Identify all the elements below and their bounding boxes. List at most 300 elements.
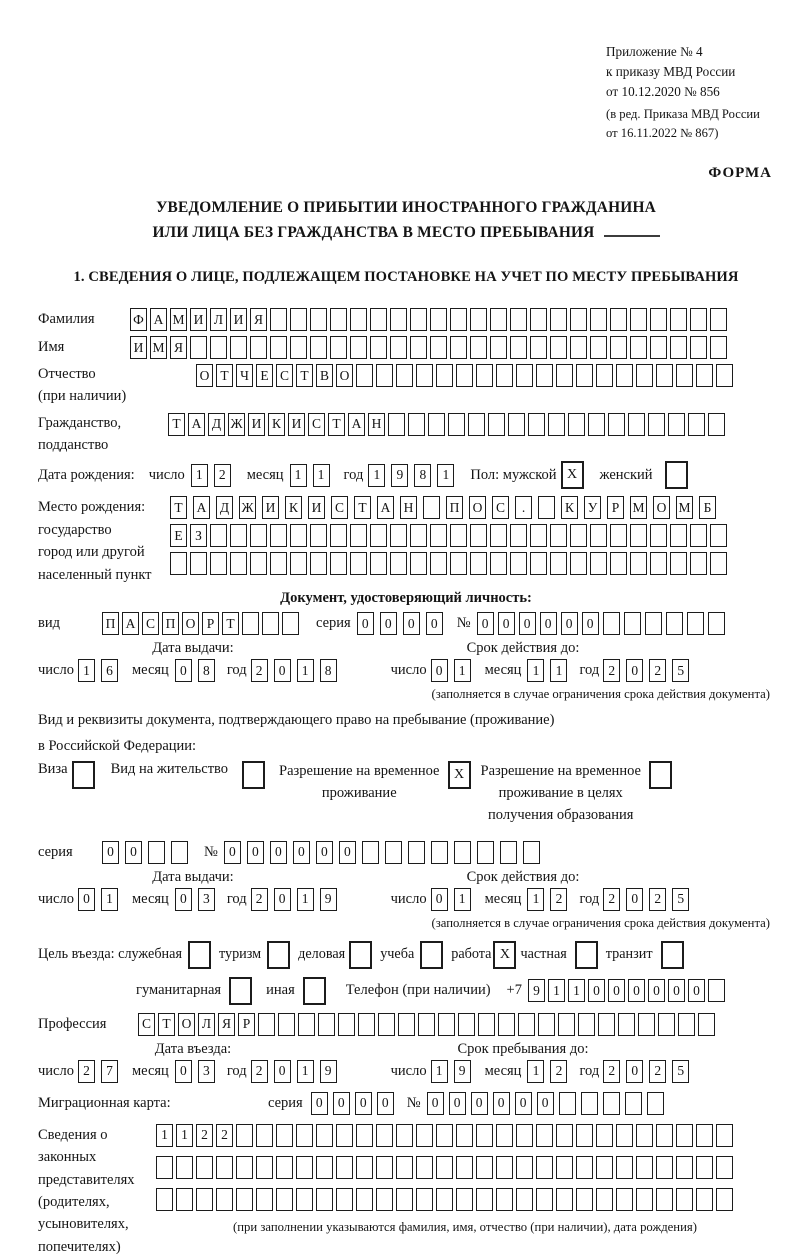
char-box: 1 (527, 659, 544, 682)
char-box (670, 552, 687, 575)
char-box (581, 1092, 598, 1115)
char-box: 0 (355, 1092, 372, 1115)
char-box (476, 364, 493, 387)
char-box: К (561, 496, 578, 519)
char-box: 0 (316, 841, 333, 864)
char-box (176, 1156, 193, 1179)
char-box (356, 1124, 373, 1147)
char-box: 1 (548, 979, 565, 1002)
char-box (330, 308, 347, 331)
char-box (696, 364, 713, 387)
char-box (576, 1124, 593, 1147)
char-box (556, 1188, 573, 1211)
char-box (423, 496, 440, 519)
label-line: проживание (321, 785, 397, 802)
char-box (430, 308, 447, 331)
char-box (156, 1156, 173, 1179)
day-label: число (390, 890, 427, 907)
purpose-official-checkbox (188, 941, 211, 969)
purpose-humanitarian-label: гуманитарная (136, 982, 222, 999)
appendix-amendment-line: (в ред. Приказа МВД России (606, 107, 760, 122)
char-box: Т (328, 413, 345, 436)
char-box (616, 1188, 633, 1211)
char-box (236, 1156, 253, 1179)
char-box (610, 524, 627, 547)
stay-month-boxes (527, 1060, 573, 1083)
appendix-note-line: от 10.12.2020 № 856 (606, 83, 720, 99)
char-box (568, 413, 585, 436)
year-label: год (226, 662, 247, 679)
char-box: С (492, 496, 509, 519)
char-box (336, 1156, 353, 1179)
char-box (290, 524, 307, 547)
day-label: число (38, 662, 74, 679)
char-box (298, 1013, 315, 1036)
char-box: М (676, 496, 693, 519)
char-box: 2 (251, 888, 268, 911)
char-box (530, 336, 547, 359)
char-box (370, 308, 387, 331)
char-box (596, 1188, 613, 1211)
char-box (270, 336, 287, 359)
char-box: 1 (527, 888, 544, 911)
char-box: 1 (297, 1060, 314, 1083)
char-box (496, 1188, 513, 1211)
char-box: 0 (477, 612, 494, 635)
char-box (510, 524, 527, 547)
char-box: П (102, 612, 119, 635)
char-box: П (162, 612, 179, 635)
doc-issue-month-boxes (175, 659, 221, 682)
char-box: Т (296, 364, 313, 387)
char-box (196, 1156, 213, 1179)
char-box (250, 552, 267, 575)
appendix-note-line: Приложение № 4 (606, 44, 703, 59)
purpose-study-checkbox (420, 941, 443, 969)
char-box: 0 (648, 979, 665, 1002)
entry-dates-row (38, 1060, 774, 1083)
char-box: А (150, 308, 167, 331)
label-line: Место рождения: (38, 499, 146, 516)
migration-card-label: Миграционная карта: (38, 1094, 171, 1111)
char-box (708, 612, 725, 635)
firstname-label: Имя (38, 339, 65, 356)
char-box: Т (170, 496, 187, 519)
char-box: 1 (431, 1060, 448, 1083)
char-box (645, 612, 662, 635)
char-box (276, 1124, 293, 1147)
year-label: год (226, 1062, 247, 1079)
residence-series-boxes (102, 841, 194, 864)
char-box: 0 (102, 841, 119, 864)
char-box: Л (198, 1013, 215, 1036)
purpose-study-label: учеба (380, 946, 415, 963)
char-box: 0 (431, 888, 448, 911)
char-box (696, 1124, 713, 1147)
char-box (630, 308, 647, 331)
residence-issue-day-boxes (78, 888, 124, 911)
char-box (456, 1156, 473, 1179)
label-line: город или другой (38, 544, 145, 561)
char-box: И (288, 413, 305, 436)
char-box: Д (208, 413, 225, 436)
firstname-boxes (130, 336, 730, 359)
char-box (498, 1013, 515, 1036)
char-box (647, 1092, 664, 1115)
char-box (516, 364, 533, 387)
birthplace-row3-boxes (170, 552, 774, 575)
char-box (658, 1013, 675, 1036)
stay-day-boxes (431, 1060, 477, 1083)
char-box (548, 413, 565, 436)
char-box: Н (400, 496, 417, 519)
year-label: год (226, 890, 247, 907)
entry-day-boxes (78, 1060, 124, 1083)
char-box: 1 (78, 659, 95, 682)
char-box (296, 1188, 313, 1211)
label-line: получения образования (488, 806, 634, 823)
patronymic-boxes (196, 364, 736, 387)
char-box (236, 1124, 253, 1147)
char-box (438, 1013, 455, 1036)
char-box: 0 (377, 1092, 394, 1115)
char-box (650, 336, 667, 359)
purpose-tourism-checkbox (267, 941, 290, 969)
month-label: месяц (484, 1062, 522, 1079)
char-box (410, 524, 427, 547)
form-fields (38, 308, 774, 1258)
char-box (230, 552, 247, 575)
gender-female-checkbox (665, 461, 688, 489)
char-box: И (248, 413, 265, 436)
char-box: 0 (561, 612, 578, 635)
birthdate-row (38, 461, 774, 489)
char-box: 0 (175, 888, 192, 911)
char-box (636, 1188, 653, 1211)
char-box (496, 1124, 513, 1147)
label-line: усыновителях, (38, 1216, 129, 1233)
purpose-transit-label: транзит (605, 946, 653, 963)
birthplace-row1-boxes (170, 496, 774, 519)
char-box (708, 979, 725, 1002)
char-box (468, 413, 485, 436)
char-box: 5 (672, 1060, 689, 1083)
char-box: 2 (649, 1060, 666, 1083)
char-box (356, 1156, 373, 1179)
char-box (388, 413, 405, 436)
char-box: Т (168, 413, 185, 436)
char-box: 2 (216, 1124, 233, 1147)
char-box: 1 (191, 464, 208, 487)
char-box (330, 524, 347, 547)
char-box (616, 364, 633, 387)
char-box (250, 524, 267, 547)
char-box (470, 552, 487, 575)
char-box (516, 1124, 533, 1147)
char-box: 0 (628, 979, 645, 1002)
char-box (676, 1156, 693, 1179)
char-box (396, 1188, 413, 1211)
char-box (376, 364, 393, 387)
char-box (558, 1013, 575, 1036)
char-box (456, 364, 473, 387)
purpose-private-checkbox (575, 941, 598, 969)
series-label: серия (38, 843, 73, 860)
char-box: 2 (603, 659, 620, 682)
char-box (318, 1013, 335, 1036)
year-label: год (579, 890, 600, 907)
char-box (636, 1124, 653, 1147)
char-box (258, 1013, 275, 1036)
char-box: 0 (471, 1092, 488, 1115)
char-box: А (348, 413, 365, 436)
char-box (408, 413, 425, 436)
char-box (716, 1124, 733, 1147)
char-box: И (190, 308, 207, 331)
series-label: серия (268, 1094, 303, 1111)
box-row (170, 524, 774, 547)
residence-dates-row (38, 888, 774, 911)
char-box (590, 336, 607, 359)
form-label: ФОРМА (708, 165, 772, 182)
doc-expiry-month-boxes (527, 659, 573, 682)
char-box (603, 1092, 620, 1115)
year-label: год (579, 1062, 600, 1079)
appendix-note (606, 42, 774, 143)
temp-residence-checkbox: X (448, 761, 471, 789)
char-box: 0 (519, 612, 536, 635)
char-box (648, 413, 665, 436)
char-box (496, 1156, 513, 1179)
char-box: З (190, 524, 207, 547)
char-box: 1 (454, 659, 471, 682)
char-box: 0 (380, 612, 397, 635)
char-box (430, 552, 447, 575)
char-box (296, 1156, 313, 1179)
char-box (256, 1156, 273, 1179)
char-box (570, 308, 587, 331)
char-box: Д (216, 496, 233, 519)
char-box (350, 308, 367, 331)
char-box: 8 (320, 659, 337, 682)
char-box: В (316, 364, 333, 387)
char-box (625, 1092, 642, 1115)
char-box: М (150, 336, 167, 359)
char-box: 2 (550, 888, 567, 911)
char-box (670, 336, 687, 359)
char-box (350, 524, 367, 547)
char-box: Н (368, 413, 385, 436)
char-box: 2 (603, 888, 620, 911)
char-box (630, 336, 647, 359)
char-box (410, 308, 427, 331)
char-box (530, 308, 547, 331)
char-box: 9 (320, 1060, 337, 1083)
number-label: № (406, 1094, 421, 1111)
char-box (696, 1188, 713, 1211)
stay-until-header: Срок пребывания до: (457, 1040, 589, 1057)
char-box (508, 413, 525, 436)
expiry-date-header: Срок действия до: (466, 640, 580, 657)
label-line: подданство (38, 436, 109, 453)
residence-doc-series-row (38, 841, 774, 864)
char-box: Ж (239, 496, 256, 519)
char-box: 0 (493, 1092, 510, 1115)
char-box (216, 1156, 233, 1179)
char-box (550, 336, 567, 359)
char-box (330, 552, 347, 575)
char-box (523, 841, 540, 864)
char-box (390, 524, 407, 547)
char-box (170, 552, 187, 575)
char-box (276, 1188, 293, 1211)
char-box (576, 1188, 593, 1211)
char-box: 2 (78, 1060, 95, 1083)
char-box: Р (238, 1013, 255, 1036)
char-box: Р (202, 612, 219, 635)
char-box: 0 (311, 1092, 328, 1115)
stay-year-boxes (603, 1060, 695, 1083)
char-box (450, 308, 467, 331)
char-box (510, 552, 527, 575)
residence-number-boxes (224, 841, 546, 864)
phone-boxes (528, 979, 728, 1002)
birth-day-boxes (191, 464, 237, 487)
char-box (262, 612, 279, 635)
char-box (418, 1013, 435, 1036)
char-box: 1 (527, 1060, 544, 1083)
char-box (436, 1124, 453, 1147)
citizenship-boxes (168, 413, 728, 436)
char-box (310, 524, 327, 547)
residence-permit-label: Вид на жительство (110, 761, 229, 778)
char-box (356, 1188, 373, 1211)
char-box: Т (354, 496, 371, 519)
char-box (676, 364, 693, 387)
char-box: 3 (198, 1060, 215, 1083)
char-box (590, 552, 607, 575)
identity-doc-heading: Документ, удостоверяющий личность: (280, 590, 532, 607)
char-box (576, 364, 593, 387)
char-box: 9 (528, 979, 545, 1002)
residence-doc-type-row (38, 761, 774, 826)
profession-label: Профессия (38, 1015, 107, 1032)
char-box (410, 336, 427, 359)
char-box: А (377, 496, 394, 519)
char-box (310, 552, 327, 575)
char-box (490, 308, 507, 331)
label-line: законных (38, 1149, 97, 1166)
char-box: О (336, 364, 353, 387)
char-box (570, 552, 587, 575)
purpose-business-label: деловая (298, 946, 346, 963)
char-box (436, 364, 453, 387)
char-box: К (285, 496, 302, 519)
char-box: П (446, 496, 463, 519)
box-row (170, 496, 774, 519)
purpose-private-label: частная (520, 946, 567, 963)
residence-issue-year-boxes (251, 888, 343, 911)
char-box: 3 (198, 888, 215, 911)
char-box: 0 (668, 979, 685, 1002)
char-box: 2 (196, 1124, 213, 1147)
box-row (170, 552, 774, 575)
birth-month-boxes (290, 464, 336, 487)
char-box (716, 1188, 733, 1211)
char-box (708, 413, 725, 436)
char-box (310, 336, 327, 359)
char-box (530, 552, 547, 575)
residence-doc-intro2: в Российской Федерации: (38, 738, 197, 755)
char-box (290, 336, 307, 359)
month-label: месяц (484, 890, 522, 907)
surname-row (38, 308, 774, 331)
char-box (390, 552, 407, 575)
char-box (456, 1124, 473, 1147)
char-box (530, 524, 547, 547)
visa-checkbox (72, 761, 95, 789)
char-box: 1 (290, 464, 307, 487)
char-box: С (331, 496, 348, 519)
char-box: 0 (175, 1060, 192, 1083)
char-box (616, 1156, 633, 1179)
char-box: Л (210, 308, 227, 331)
birthplace-block-rows (170, 496, 774, 580)
char-box: А (188, 413, 205, 436)
gender-female-label: женский (599, 466, 653, 483)
char-box (190, 336, 207, 359)
char-box (678, 1013, 695, 1036)
char-box (490, 552, 507, 575)
day-label: число (38, 890, 74, 907)
label-line: представителях (38, 1171, 135, 1188)
doc-expiry-day-boxes (431, 659, 477, 682)
form-title-line2-text: ИЛИ ЛИЦА БЕЗ ГРАЖДАНСТВА В МЕСТО ПРЕБЫВАНИЯ (152, 223, 595, 241)
citizenship-label (38, 413, 168, 457)
migration-card-row (38, 1092, 774, 1115)
char-box: 0 (515, 1092, 532, 1115)
char-box (536, 1124, 553, 1147)
char-box (378, 1013, 395, 1036)
char-box (236, 1188, 253, 1211)
char-box (590, 524, 607, 547)
char-box (242, 612, 259, 635)
char-box (570, 524, 587, 547)
char-box: 0 (333, 1092, 350, 1115)
char-box: Я (250, 308, 267, 331)
char-box: 1 (437, 464, 454, 487)
label-line: (родителях, (38, 1193, 110, 1210)
char-box (390, 308, 407, 331)
char-box (376, 1188, 393, 1211)
char-box (350, 336, 367, 359)
migration-series-boxes (311, 1092, 399, 1115)
month-label: месяц (131, 890, 169, 907)
char-box (710, 552, 727, 575)
char-box: Я (218, 1013, 235, 1036)
char-box: 0 (588, 979, 605, 1002)
char-box: 0 (431, 659, 448, 682)
month-label: месяц (131, 1062, 169, 1079)
char-box (376, 1124, 393, 1147)
char-box: С (276, 364, 293, 387)
char-box (416, 1124, 433, 1147)
char-box (156, 1188, 173, 1211)
residence-expiry-year-boxes (603, 888, 695, 911)
char-box (270, 524, 287, 547)
purpose-official-label: Цель въезда: служебная (38, 946, 182, 963)
char-box (456, 1188, 473, 1211)
